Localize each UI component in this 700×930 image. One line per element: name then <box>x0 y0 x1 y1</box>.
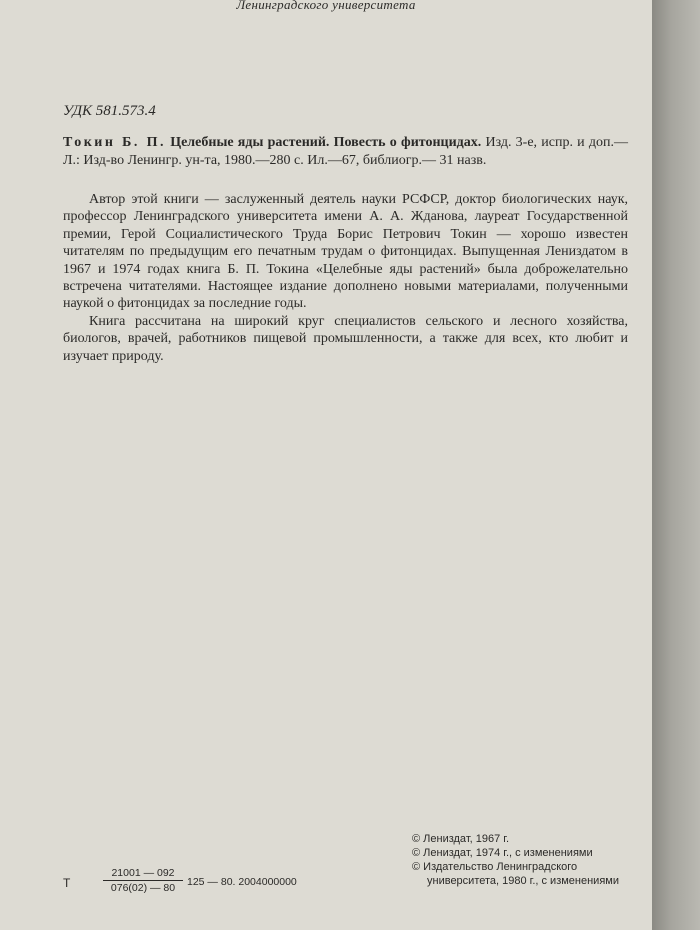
next-page-edge <box>652 0 700 930</box>
annotation-paragraph: Автор этой книги — заслуженный деятель науки РСФСР, доктор биологических наук, профессор Ленинградского университета имени А. А. Жданова, лауреат Государственной премии, Герой Социалистического Труда Борис Петрович Токин — хорошо известен читателям по предыдущим его печатным трудам о фитонцидах. Выпущенная Лениздатом в 1967 и 1974 годах книга Б. П. Токина «Целебные яды растений» была доброжелательно встречена читателями. Настоящее издание дополнено новыми материалами, полученными наукой о фитонцидах за последние годы. <box>63 192 628 312</box>
index-numerator: 21001 — 092 <box>103 867 183 881</box>
bibliographic-description <box>63 134 628 170</box>
running-header: Ленинградского университета <box>236 0 416 12</box>
biblio-author: Токин Б. П. <box>63 135 166 150</box>
udk-code: УДК 581.573.4 <box>63 103 156 119</box>
copyright-line: © Лениздат, 1974 г., с изменениями <box>412 847 593 859</box>
annotation <box>63 191 628 365</box>
index-letter: Т <box>63 876 71 890</box>
index-fraction <box>103 867 183 894</box>
publication-index <box>63 867 323 901</box>
annotation-paragraph: Книга рассчитана на широкий круг специалистов сельского и лесного хозяйства, биологов, врачей, работников пищевой промышленности, а также для всех, кто любит и изучает природу. <box>63 313 628 364</box>
copyright-notices <box>412 832 627 888</box>
biblio-title: Целебные яды растений. Повесть о фитонцидах. <box>170 135 482 150</box>
index-code: 125 — 80. 2004000000 <box>187 876 297 888</box>
copyright-line: © Лениздат, 1967 г. <box>412 833 509 845</box>
index-denominator: 076(02) — 80 <box>110 882 176 894</box>
copyright-line: © Издательство Ленинградского университета, 1980 г., с изменениями <box>412 861 619 887</box>
biblio-details: Изд. 3-е, испр. и доп.— Л.: Изд-во Ленингр. ун-та, 1980.—280 с. Ил.—67, библиогр.— 31 назв. <box>63 135 628 168</box>
